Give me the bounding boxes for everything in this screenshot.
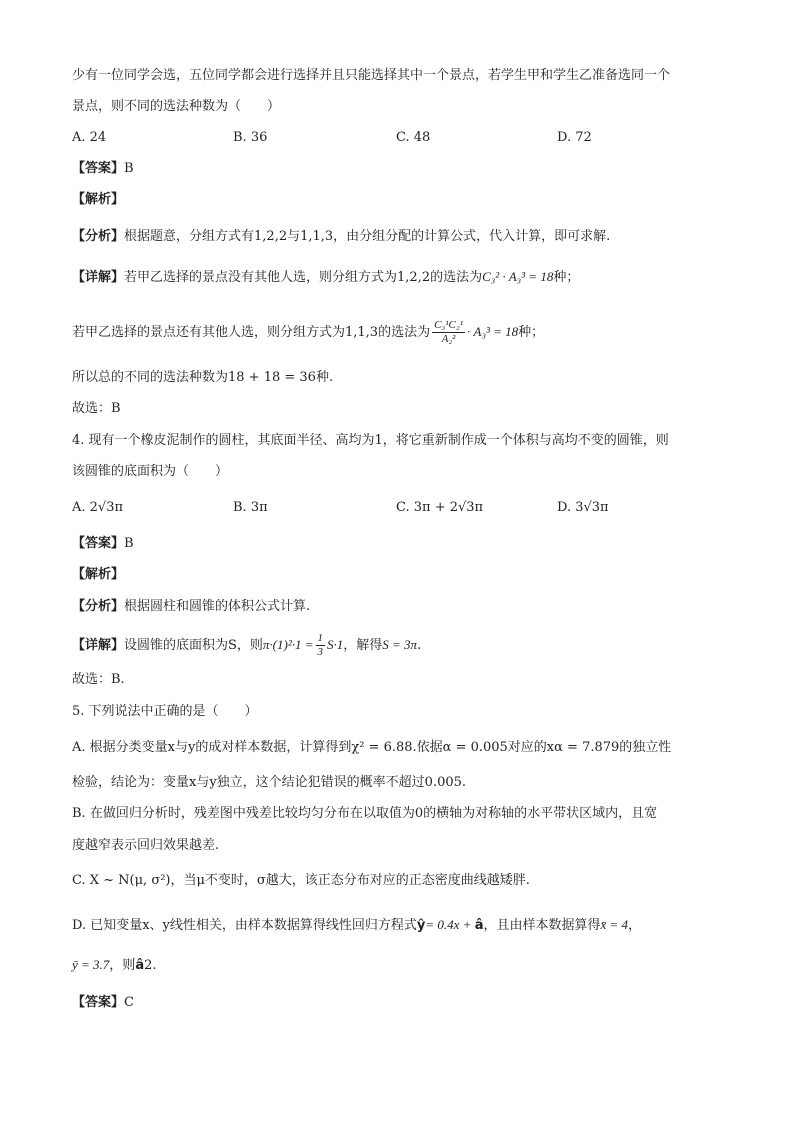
q4-stem-line1: 4. 现有一个橡皮泥制作的圆柱，其底面半径、高均为1，将它重新制作成一个体积与高均不变的圆锥，则 xyxy=(72,433,669,448)
q3-detail3: 所以总的不同的选法种数为18 + 18 = 36种. xyxy=(72,370,334,385)
detail-tag: 【详解】 xyxy=(72,270,125,285)
formula: · A₃³ = 18 xyxy=(467,324,519,339)
q3-stem-line2: 景点，则不同的选法种数为（ ） xyxy=(72,99,281,114)
q5-option-d-line1: D. 已知变量x、y线性相关，由样本数据算得线性回归方程式ŷ= 0.4x + â，且由样本数据算得x̄ = 4， xyxy=(72,917,642,933)
q4-stem-line2: 该圆锥的底面积为（ ） xyxy=(72,464,229,479)
q5-option-b-line1: B. 在做回归分析时，残差图中残差比较均匀分布在以取值为0的横轴为对称轴的水平带状区域内，且宽 xyxy=(72,806,658,821)
q3-option-d: D. 72 xyxy=(557,130,592,145)
formula: C₃² · A₃³ = 18 xyxy=(482,269,554,284)
formula: π·(1)²·1 = xyxy=(262,637,314,652)
q5-option-a-line1: A. 根据分类变量x与y的成对样本数据，计算得到χ² = 6.88.依据α = 0.005对应的xα = 7.879的独立性 xyxy=(72,740,672,755)
q3-option-a: A. 24 xyxy=(72,130,107,145)
q3-answer xyxy=(72,159,134,179)
fraction: $\frac{1}{3}$ xyxy=(317,632,324,658)
answer-tag: 【答案】 xyxy=(72,161,125,176)
q3-detail2: 若甲乙选择的景点还有其他人选，则分组方式为1,1,3的选法为 $\frac{\text{C₃¹C₂¹}}{\text{A₂²}}$ · A₃³ = 18种； xyxy=(72,319,545,345)
q3-stem-line1: 少有一位同学会选，五位同学都会进行选择并且只能选择其中一个景点，若学生甲和学生乙准备选同一个 xyxy=(72,68,671,83)
answer-tag: 【答案】 xyxy=(72,995,125,1010)
q3-analysis-tag: 【解析】 xyxy=(72,192,125,207)
answer-value: C xyxy=(124,995,134,1010)
q3-fenxi xyxy=(72,227,610,247)
q5-option-b-line2: 度越窄表示回归效果越差. xyxy=(72,838,220,853)
answer-value: B xyxy=(124,161,134,176)
fraction: $\frac{\text{C₃¹C₂¹}}{\text{A₂²}}$ xyxy=(434,319,463,345)
q4-answer xyxy=(72,534,134,554)
fenxi-text: 根据题意，分组方式有1,2,2与1,1,3，由分组分配的计算公式，代入计算，即可求解. xyxy=(124,229,611,244)
q4-analysis-tag: 【解析】 xyxy=(72,567,125,582)
q5-stem: 5. 下列说法中正确的是（ ） xyxy=(72,704,258,719)
formula: S = 3π xyxy=(382,637,418,652)
q4-detail: 【详解】设圆锥的底面积为S，则π·(1)²·1 = $\frac{1}{3}$ S·1，解得S = 3π. xyxy=(72,632,422,658)
q5-option-d-line2: ȳ = 3.7，则â2. xyxy=(72,957,157,973)
q4-fenxi: 【分析】根据圆柱和圆锥的体积公式计算. xyxy=(72,599,311,614)
ahat-symbol: â xyxy=(135,958,145,973)
q3-option-b: B. 36 xyxy=(233,130,268,145)
fenxi-tag: 【分析】 xyxy=(72,599,125,614)
yhat-symbol: ŷ xyxy=(416,918,426,933)
formula: S·1 xyxy=(327,637,344,652)
q4-option-b: B. 3π xyxy=(233,500,268,515)
ahat-symbol: â xyxy=(474,918,484,933)
fenxi-tag: 【分析】 xyxy=(72,229,125,244)
q3-option-c: C. 48 xyxy=(396,130,431,145)
q3-detail1: 【详解】若甲乙选择的景点没有其他人选，则分组方式为1,2,2的选法为C₃² · A₃³ = 18种； xyxy=(72,269,580,285)
answer-tag: 【答案】 xyxy=(72,536,125,551)
q4-option-a: A. 2√3π xyxy=(72,500,124,515)
q4-option-c: C. 3π + 2√3π xyxy=(396,500,484,515)
q4-option-d: D. 3√3π xyxy=(557,500,609,515)
answer-value: B xyxy=(124,536,134,551)
q5-option-c: C. X ~ N(μ, σ²)，当μ不变时，σ越大，该正态分布对应的正态密度曲线越矮胖. xyxy=(72,873,530,888)
detail-tag: 【详解】 xyxy=(72,638,125,653)
q3-choose: 故选：B xyxy=(72,401,121,416)
q5-answer xyxy=(72,993,134,1013)
q5-option-a-line2: 检验，结论为：变量x与y独立，这个结论犯错误的概率不超过0.005. xyxy=(72,775,467,790)
q4-choose: 故选：B. xyxy=(72,672,125,687)
